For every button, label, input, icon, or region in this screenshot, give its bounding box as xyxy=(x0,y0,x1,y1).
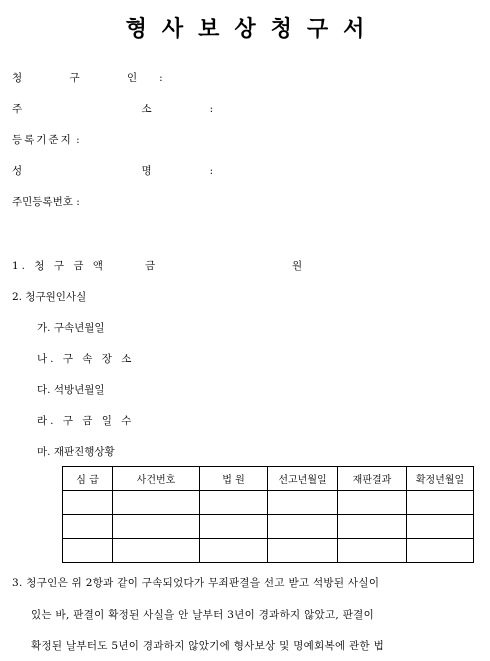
field-label: 등록기준지 xyxy=(12,134,73,146)
table-cell xyxy=(113,515,200,539)
trial-progress-table xyxy=(62,466,474,563)
field-colon: : xyxy=(159,72,163,84)
field-colon: : xyxy=(209,103,214,115)
table-cell xyxy=(268,491,338,515)
table-cell xyxy=(200,539,268,563)
table-header: 법 원 xyxy=(200,467,268,491)
table-row xyxy=(63,539,474,563)
list-item: 가. 구속년월일 xyxy=(37,322,105,334)
table-cell xyxy=(63,515,113,539)
field-colon: : xyxy=(76,134,80,146)
table-row xyxy=(63,515,474,539)
paragraph-line: 있는 바, 판결이 확정된 사실을 안 날부터 3년이 경과하지 않았고, 판결이 xyxy=(31,609,375,621)
table-cell xyxy=(63,491,113,515)
field-registration-base xyxy=(12,132,80,147)
section-label: 1. 청 구 금 액 xyxy=(12,260,106,272)
list-item: 마. 재판진행상황 xyxy=(37,446,115,458)
table-cell xyxy=(338,491,407,515)
table-cell xyxy=(407,539,474,563)
table-cell xyxy=(407,491,474,515)
table-cell xyxy=(338,515,407,539)
table-cell xyxy=(200,491,268,515)
table-row xyxy=(63,491,474,515)
field-label: 성 명 xyxy=(12,165,210,177)
amount-suffix: 원 xyxy=(292,260,303,272)
table-header: 사건번호 xyxy=(113,467,200,491)
document-title: 형사보상청구서 xyxy=(125,16,380,42)
field-name xyxy=(12,163,213,178)
table-header: 확정년월일 xyxy=(407,467,474,491)
field-claimant xyxy=(12,70,163,85)
list-item: 나. 구 속 장 소 xyxy=(37,353,135,365)
field-address xyxy=(12,101,213,116)
paragraph-line: 3. 청구인은 위 2항과 같이 구속되었다가 무죄판결을 선고 받고 석방된 사실이 xyxy=(12,577,380,589)
field-colon: : xyxy=(76,196,80,208)
table-cell xyxy=(338,539,407,563)
table-header: 선고년월일 xyxy=(268,467,338,491)
table-cell xyxy=(268,515,338,539)
field-colon: : xyxy=(209,165,214,177)
table-header: 재판결과 xyxy=(338,467,407,491)
list-item: 다. 석방년월일 xyxy=(37,384,105,396)
paragraph-line: 확정된 날부터도 5년이 경과하지 않았기에 형사보상 및 명예회복에 관한 법 xyxy=(31,640,385,652)
table-header: 심 급 xyxy=(63,467,113,491)
table-cell xyxy=(268,539,338,563)
table-cell xyxy=(200,515,268,539)
section-label: 2. 청구원인사실 xyxy=(12,291,87,303)
table-cell xyxy=(63,539,113,563)
field-label: 주 소 xyxy=(12,103,210,115)
list-item: 라. 구 금 일 수 xyxy=(37,415,135,427)
table-cell xyxy=(113,491,200,515)
field-resident-number xyxy=(12,194,80,209)
table-cell xyxy=(407,515,474,539)
table-cell xyxy=(113,539,200,563)
amount-prefix: 금 xyxy=(145,260,156,272)
field-label: 주민등록번호 xyxy=(12,196,73,208)
table-header-row xyxy=(63,467,474,491)
field-label: 청 구 인 xyxy=(12,72,160,84)
